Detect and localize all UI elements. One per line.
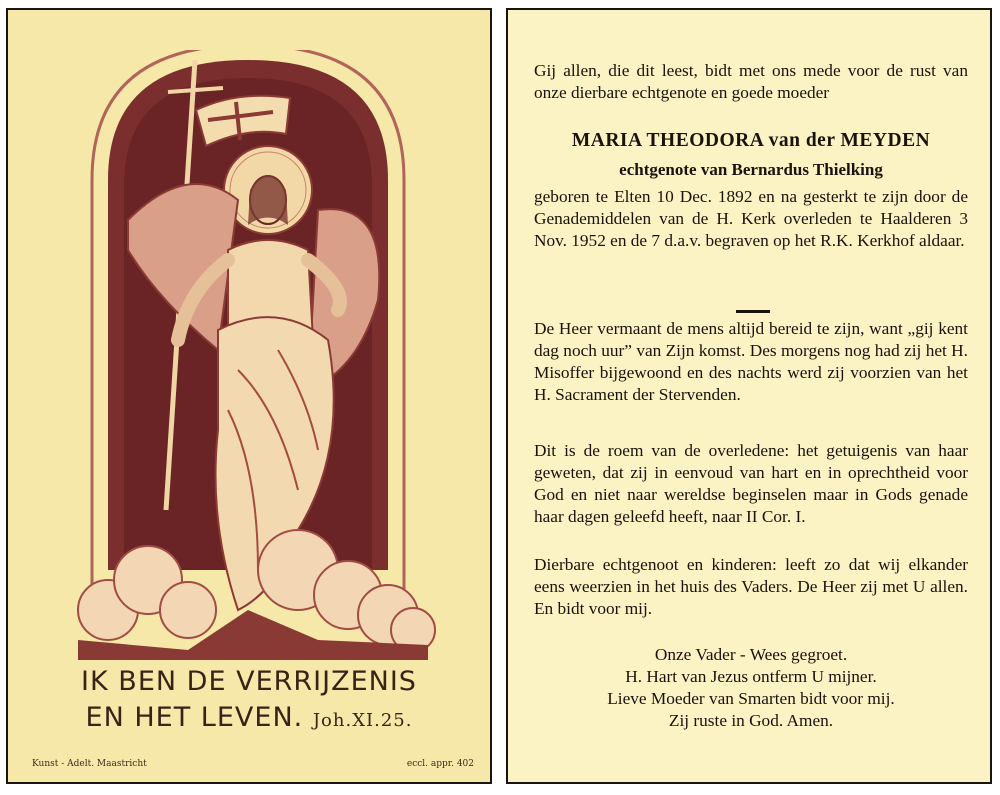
scripture-reference: Joh.XI.25.: [312, 710, 413, 731]
prayer-line-1: Onze Vader - Wees gegroet.: [654, 645, 848, 664]
spouse-line: echtgenote van Bernardus Thielking: [619, 160, 883, 179]
deceased-name: MARIA THEODORA van der MEYDEN: [571, 130, 931, 151]
biography-text: geboren te Elten 10 Dec. 1892 en na gesterkt te zijn door de Genademiddelen van de H. Kerk overleden te Haalderen 3 Nov. 1952 en de 7 d.a.v. begraven op het R.K. Kerkhof aldaar.: [534, 187, 968, 250]
publisher-credit: Kunst - Adelt. Maastricht: [32, 759, 147, 769]
caption-line-1: IK BEN DE VERRIJZENIS: [81, 666, 417, 697]
prayer-line-2: H. Hart van Jezus ontferm U mijner.: [625, 667, 877, 686]
paragraph-farewell: Dierbare echtgenoot en kinderen: leeft zo dat wij elkander eens weerzien in het huis des Vaders. De Heer zij met U allen. En bidt voor mij.: [534, 555, 968, 618]
risen-christ-illustration: [68, 50, 438, 670]
prayer-line-3: Lieve Moeder van Smarten bidt voor mij.: [607, 689, 895, 708]
caption-line-2: [8, 702, 490, 733]
intro-text: Gij allen, die dit leest, bidt met ons mede voor de rust van onze dierbare echtgenote en goede moeder: [534, 61, 968, 102]
separator-rule: [736, 310, 770, 313]
closing-line: Zij ruste in God. Amen.: [668, 711, 834, 730]
paragraph-testimony: Dit is de roem van de overledene: het getuigenis van haar geweten, dat zij in eenvoud van hart en in oprechtheid voor God en niet naar wereldse beginselen maar in Gods genade haar dagen geleefd heeft, naar II Cor. I.: [534, 441, 968, 526]
paragraph-vigilance: De Heer vermaant de mens altijd bereid te zijn, want „gij kent dag noch uur” van Zijn komst. Des morgens nog had zij het H. Misoffer bijgewoond en des nachts werd zij voorzien van het H. Sacrament der Stervenden.: [534, 319, 968, 404]
caption-line-2-text: EN HET LEVEN.: [85, 702, 304, 733]
approval-number: eccl. appr. 402: [406, 759, 474, 769]
memorial-card-back: [506, 8, 992, 784]
memorial-card-front: [6, 8, 492, 784]
